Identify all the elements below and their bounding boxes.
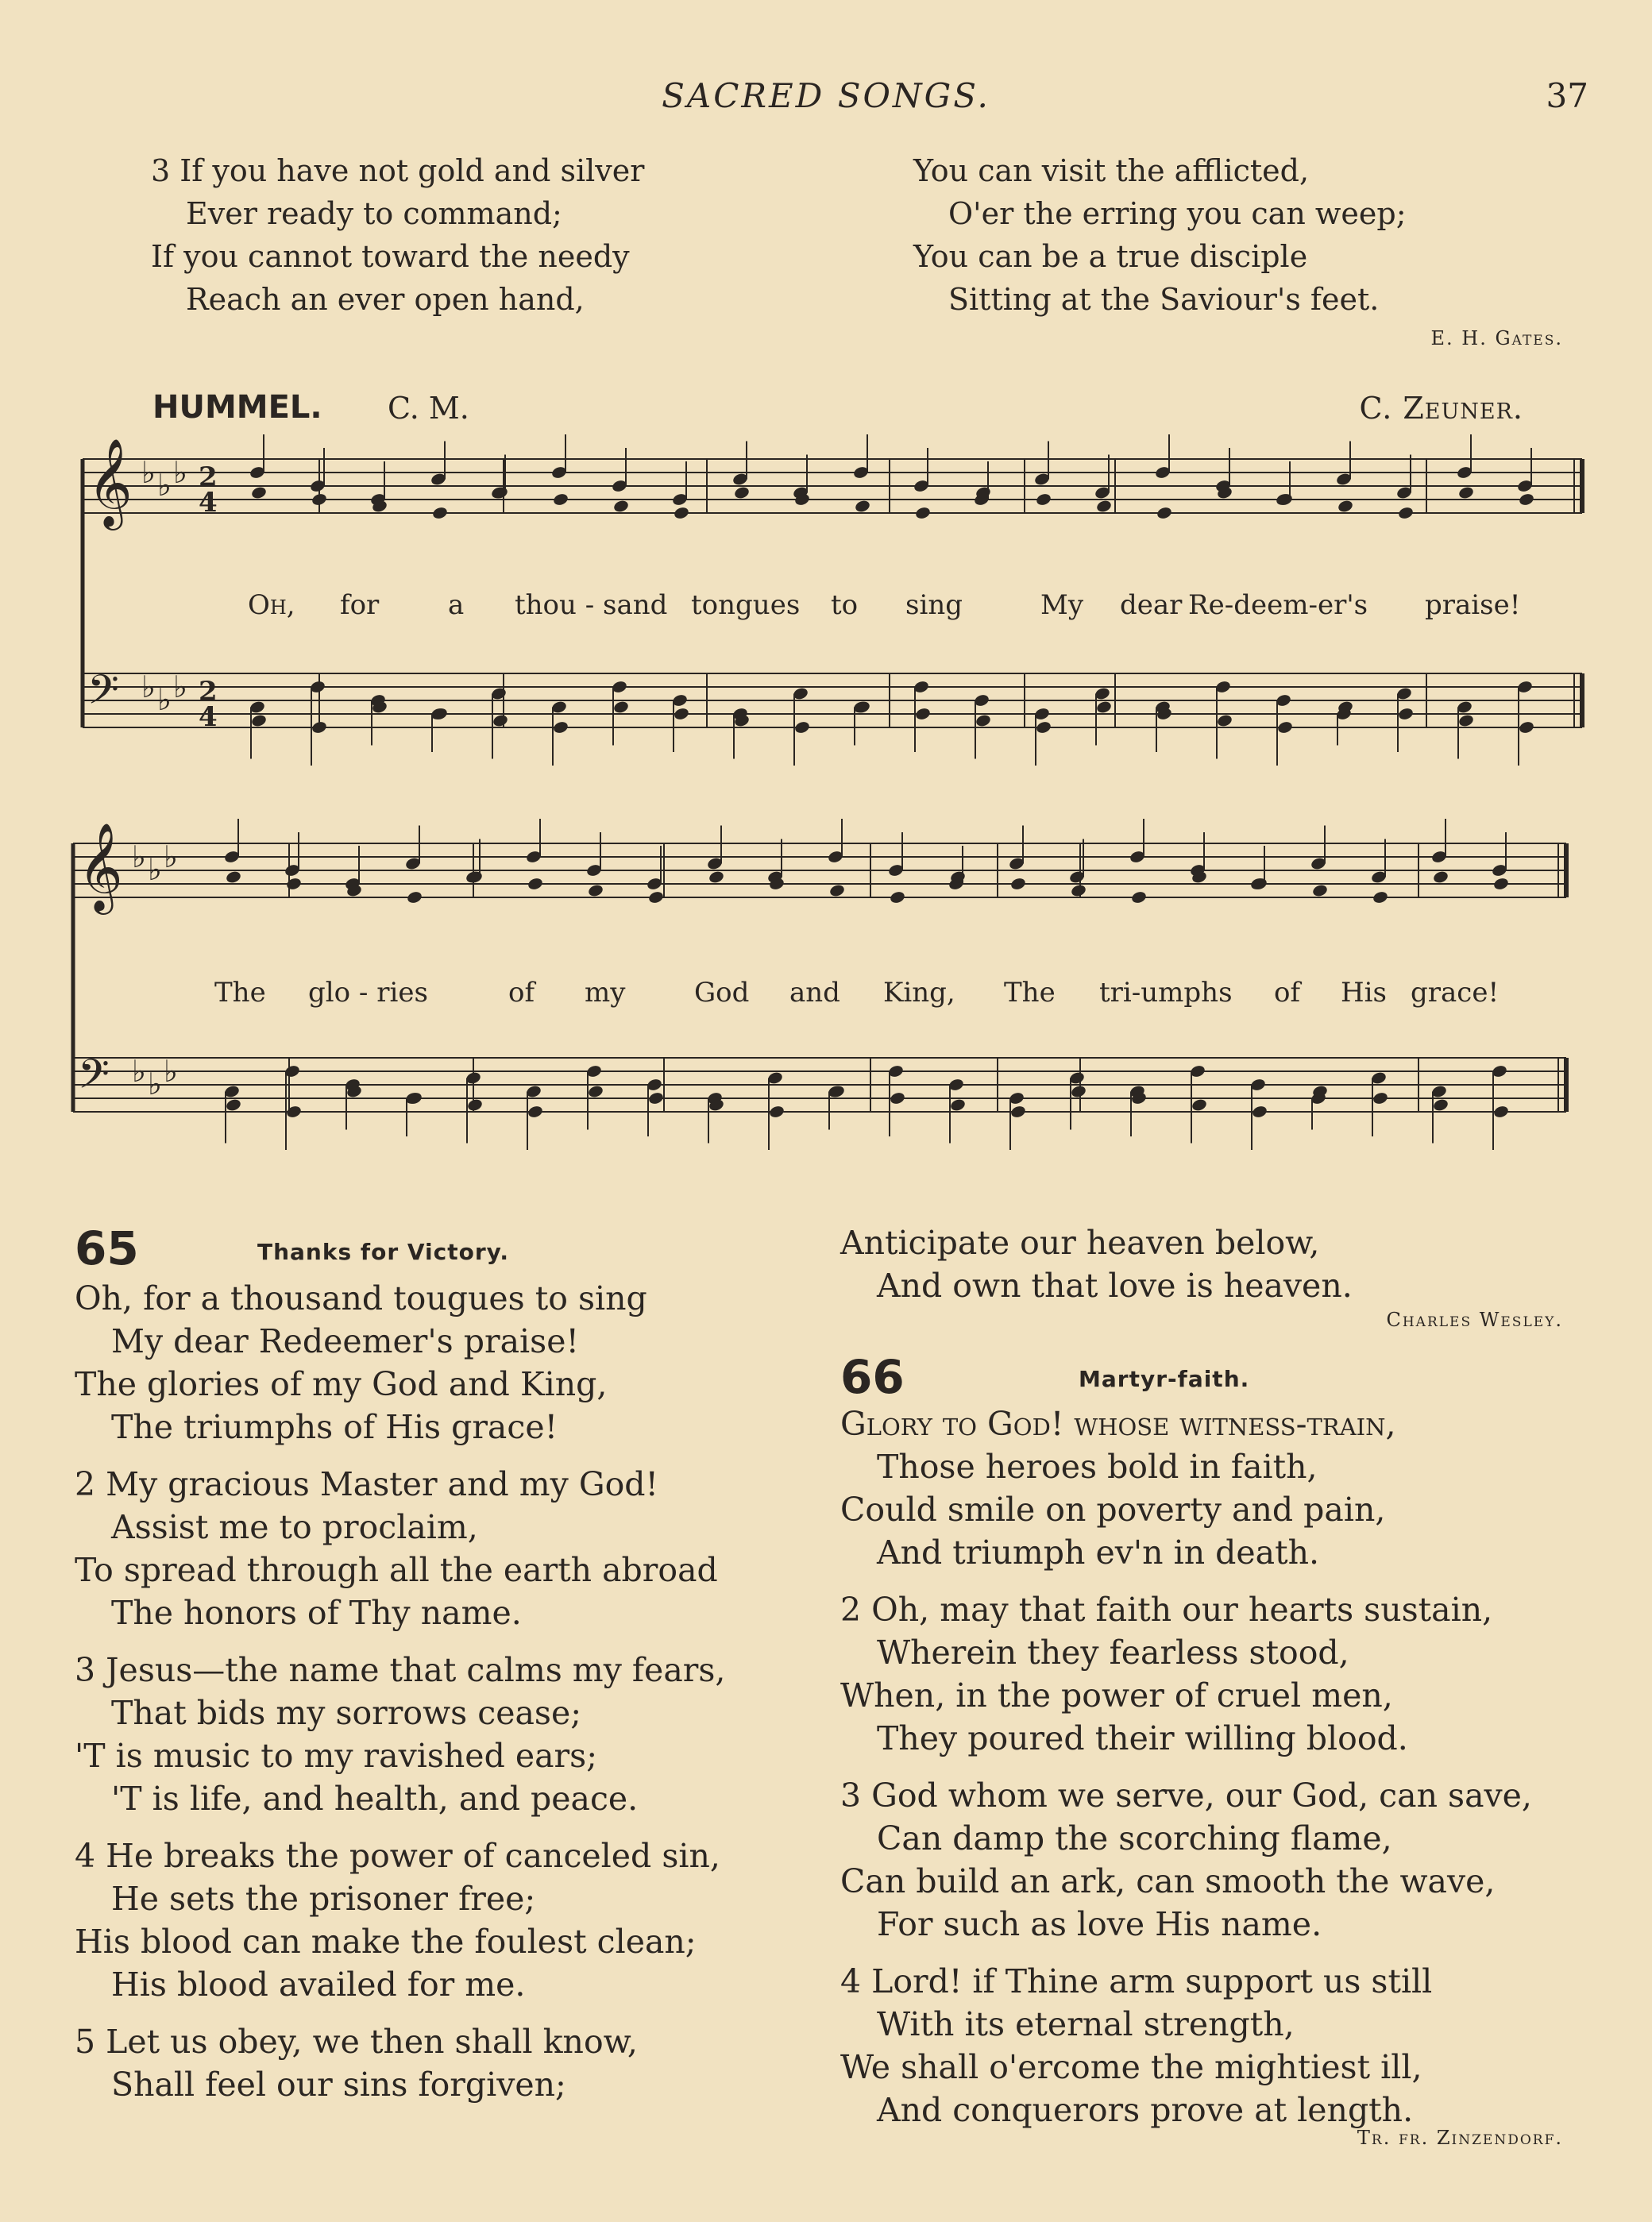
verse-line: Oh, for a thousand tougues to sing [75, 1279, 647, 1317]
flat-sign-icon: ♭ [141, 455, 156, 490]
note-head [914, 506, 931, 520]
tune-composer: C. Zeuner. [1359, 391, 1523, 426]
verse-line: Those heroes bold in faith, [877, 1448, 1318, 1486]
poem-line: Ever ready to command; [186, 196, 562, 231]
lyric-word: King, [883, 977, 955, 1009]
note-head [768, 1105, 785, 1119]
note-head [311, 492, 327, 507]
stanza-5 [75, 2020, 725, 2106]
note-head [1372, 1091, 1388, 1105]
poem-line: Sitting at the Saviour's feet. [948, 282, 1380, 317]
lyric-word: for [340, 589, 380, 621]
verse-line: And conquerors prove at length. [877, 2091, 1414, 2129]
verse-line: Wherein they fearless stood, [877, 1634, 1349, 1672]
bass-clef-icon: 𝄢 [87, 665, 119, 723]
lyric-word: His [1341, 977, 1387, 1009]
note-head [914, 707, 931, 721]
lyric-word: glo - ries [308, 977, 428, 1009]
verse-line: His blood availed for me. [111, 1965, 526, 2004]
verse-line: 'T is life, and health, and peace. [111, 1780, 639, 1818]
note-head [250, 485, 267, 500]
flat-sign-icon: ♭ [132, 839, 146, 874]
poem-line: You can visit the afflicted, [913, 153, 1310, 188]
poem-line: O'er the erring you can weep; [948, 196, 1407, 231]
verse-line: When, in the power of cruel men, [840, 1676, 1393, 1715]
note-head [1276, 492, 1293, 507]
verse-line: Can build an ark, can smooth the wave, [840, 1862, 1496, 1900]
treble-clef-icon: 𝄞 [78, 822, 123, 911]
note-head [733, 485, 750, 500]
note-head [492, 713, 508, 727]
note-head [1156, 506, 1172, 520]
note-head [1009, 877, 1026, 891]
note-head [250, 713, 267, 727]
note-head [285, 1105, 302, 1119]
note-head [1276, 720, 1293, 735]
note-head [552, 720, 569, 735]
verse-line: And triumph ev'n in death. [877, 1533, 1320, 1572]
verse-line: 'T is music to my ravished ears; [75, 1737, 598, 1775]
note-head [828, 883, 845, 897]
bass-clef-icon: 𝄢 [78, 1050, 110, 1108]
note-head [1070, 883, 1087, 897]
stanza-2 [840, 1588, 1532, 1760]
lyric-word: a [448, 589, 465, 621]
flat-sign-icon: ♭ [141, 669, 156, 704]
note-head [647, 1091, 664, 1105]
note-head [975, 713, 991, 727]
note-head [1251, 877, 1268, 891]
treble-clef-icon: 𝄞 [87, 438, 133, 527]
hymn-65-author: Charles Wesley. [1386, 1309, 1563, 1331]
flat-sign-icon: ♭ [132, 1054, 146, 1089]
lyric-word: My [1040, 589, 1084, 621]
note-head [708, 870, 724, 884]
tune-name: HUMMEL. [152, 389, 322, 426]
lyric-word: sing [905, 589, 963, 621]
note-head [587, 1084, 604, 1098]
lyric-word: praise! [1425, 589, 1521, 621]
note-head [552, 492, 569, 507]
stanza-1 [840, 1402, 1532, 1574]
verse-line: For such as love His name. [877, 1905, 1322, 1943]
note-head [225, 1097, 241, 1112]
note-head [311, 720, 327, 735]
poem-line: 3 If you have not gold and silver [151, 153, 645, 188]
note-head [1035, 492, 1052, 507]
stanza-4 [840, 1960, 1532, 2131]
note-head [1191, 1097, 1207, 1112]
note-head [889, 890, 905, 905]
note-head [828, 1084, 845, 1098]
stanza-4 [75, 1834, 725, 2006]
note-head [466, 870, 483, 884]
note-head [1432, 1097, 1449, 1112]
verse-line: Could smile on poverty and pain, [840, 1491, 1386, 1529]
note-head [1457, 485, 1474, 500]
note-head [1397, 506, 1414, 520]
verse-line: To spread through all the earth abroad [75, 1551, 718, 1589]
verse-line: Assist me to proclaim, [111, 1508, 478, 1546]
hymn-66-verses [840, 1402, 1532, 2131]
note-head [431, 707, 448, 721]
verse-line: Can damp the scorching flame, [877, 1819, 1392, 1857]
note-head [854, 499, 870, 513]
flat-sign-icon: ♭ [157, 468, 172, 503]
lyric-word: The [214, 977, 266, 1009]
lyric-word: God [694, 977, 750, 1009]
note-head [647, 890, 664, 905]
verse-line: Glory to God! whose witness-train, [840, 1405, 1396, 1443]
flat-sign-icon: ♭ [148, 1067, 162, 1101]
flat-sign-icon: ♭ [148, 852, 162, 887]
note-head [612, 700, 629, 714]
note-head [673, 506, 689, 520]
note-head [1130, 890, 1147, 905]
running-title: SACRED SONGS. [662, 76, 990, 115]
note-head [1457, 713, 1474, 727]
verse-line: He sets the prisoner free; [111, 1880, 536, 1918]
lyric-word: The [1004, 977, 1056, 1009]
note-head [1311, 883, 1328, 897]
lyric-word: Oh, [248, 589, 295, 621]
note-head [1009, 1105, 1026, 1119]
lyric-word: tri-umphs [1099, 977, 1233, 1009]
lyric-word: my [585, 977, 626, 1009]
time-signature-bottom: 4 [199, 701, 218, 733]
note-head [1216, 713, 1233, 727]
hymn-65-verses [75, 1277, 725, 2106]
lyric-word: of [508, 977, 535, 1009]
stanza-3 [75, 1649, 725, 1820]
time-signature-top: 2 [199, 461, 218, 493]
verse-line: And own that love is heaven. [877, 1267, 1353, 1305]
verse-line: 3 God whom we serve, our God, can save, [840, 1776, 1532, 1815]
note-head [431, 506, 448, 520]
lyric-word: to [831, 589, 859, 621]
verse-line: 2 My gracious Master and my God! [75, 1465, 659, 1503]
verse-line: That bids my sorrows cease; [111, 1694, 582, 1732]
verse-line: 4 He breaks the power of canceled sin, [75, 1837, 720, 1875]
note-head [1070, 1084, 1087, 1098]
note-head [587, 883, 604, 897]
verse-line: 3 Jesus—the name that calms my fears, [75, 1651, 726, 1689]
flat-sign-icon: ♭ [173, 669, 187, 704]
stanza-2 [75, 1463, 725, 1634]
verse-line: His blood can make the foulest clean; [75, 1923, 697, 1961]
note-head [285, 877, 302, 891]
verse-line: The triumphs of His grace! [111, 1408, 558, 1446]
note-head [1397, 707, 1414, 721]
hymn-number: 66 [840, 1350, 905, 1404]
note-head [492, 485, 508, 500]
note-head [1095, 700, 1112, 714]
prev-hymn-author: E. H. Gates. [1430, 327, 1563, 349]
verse-line: With its eternal strength, [877, 2005, 1295, 2043]
poem-line: You can be a true disciple [913, 239, 1308, 274]
verse-line: Anticipate our heaven below, [840, 1224, 1320, 1262]
lyric-word: dear [1120, 589, 1183, 621]
lyric-word: thou - sand [515, 589, 668, 621]
note-head [1518, 720, 1534, 735]
verse-line: 5 Let us obey, we then shall know, [75, 2023, 638, 2061]
flat-sign-icon: ♭ [164, 839, 178, 874]
note-head [1035, 720, 1052, 735]
verse-line: Shall feel our sins forgiven; [111, 2066, 566, 2104]
note-head [1337, 499, 1353, 513]
page-number: 37 [1546, 76, 1588, 115]
note-head [889, 1091, 905, 1105]
lyric-word: grace! [1411, 977, 1500, 1009]
lyric-word: tongues [691, 589, 801, 621]
lyric-word: Re-deem-er's [1188, 589, 1368, 621]
note-head [1492, 1105, 1509, 1119]
lyric-word: and [789, 977, 840, 1009]
verse-line: 4 Lord! if Thine arm support us still [840, 1962, 1433, 2000]
note-head [1372, 890, 1388, 905]
verse-line: We shall o'ercome the mightiest ill, [840, 2048, 1422, 2086]
hymn-65-continued [840, 1221, 1353, 1307]
verse-line: My dear Redeemer's praise! [111, 1322, 579, 1360]
note-head [1251, 1105, 1268, 1119]
note-head [527, 877, 543, 891]
time-signature-bottom: 4 [199, 487, 218, 519]
verse-line: They poured their willing blood. [877, 1719, 1408, 1757]
note-head [1518, 492, 1534, 507]
note-head [527, 1105, 543, 1119]
lyric-word: of [1274, 977, 1301, 1009]
stanza-3 [840, 1774, 1532, 1946]
verse-line: The glories of my God and King, [75, 1365, 608, 1403]
hymn-subtitle: Thanks for Victory. [257, 1239, 509, 1265]
note-head [406, 890, 423, 905]
flat-sign-icon: ♭ [164, 1054, 178, 1089]
note-head [854, 700, 870, 714]
hymn-subtitle: Martyr-faith. [1079, 1366, 1250, 1392]
flat-sign-icon: ♭ [157, 682, 172, 717]
verse-line: The honors of Thy name. [111, 1594, 522, 1632]
hymn-number: 65 [75, 1221, 139, 1275]
note-head [466, 1097, 483, 1112]
note-head [1492, 877, 1509, 891]
note-head [225, 870, 241, 884]
time-signature-top: 2 [199, 676, 218, 708]
verse-line: 2 Oh, may that faith our hearts sustain, [840, 1591, 1493, 1629]
note-head [673, 707, 689, 721]
note-head [1095, 499, 1112, 513]
note-head [1432, 870, 1449, 884]
poem-line: Reach an ever open hand, [186, 282, 585, 317]
stanza-1 [75, 1277, 725, 1449]
flat-sign-icon: ♭ [173, 455, 187, 490]
poem-line: If you cannot toward the needy [151, 239, 630, 274]
note-head [949, 1097, 966, 1112]
hymn-66-author: Tr. fr. Zinzendorf. [1357, 2127, 1563, 2149]
tune-meter: C. M. [388, 391, 469, 426]
note-head [793, 720, 810, 735]
note-head [612, 499, 629, 513]
note-head [406, 1091, 423, 1105]
